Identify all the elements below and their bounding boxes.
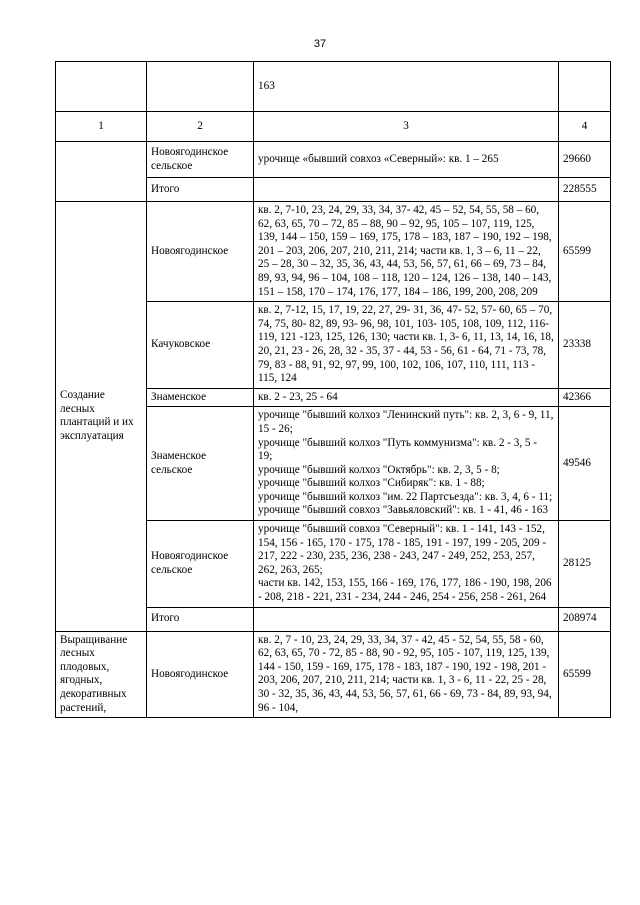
activity-name: Выращивание лесных плодовых, ягодных, декоративных растений, [56,631,147,718]
table-row [56,202,611,302]
forestry-name: Новоягодинское [147,202,254,302]
forestry-name: Новоягодинское [147,631,254,718]
area-value: 42366 [559,388,611,407]
area-value: 65599 [559,202,611,302]
area-value: 29660 [559,142,611,178]
cell-empty [56,62,147,112]
quarters-text: кв. 2, 7 - 10, 23, 24, 29, 33, 34, 37 - 42, 45 - 52, 54, 55, 58 - 60, 62, 63, 65, 70 - 72, 85 - 88, 90 - 92, 95, 105 - 107, 119, 125, 139, 144 - 150, 159 - 169, 175, 178 - 183, 187 - 190, 192 - 198, 201 - 203, 206, 207, 210, 211, 214; части кв. 1, 3 - 6, 11 - 22, 25 - 28, 30 - 32, 35, 36, 43, 44, 53, 56, 57, 61, 66 - 69, 73 - 84, 89, 93, 94, 96 - 104, [254,631,559,718]
continuation-row [56,62,611,112]
forestry-name: Знаменское сельское [147,407,254,521]
total-label: Итого [147,178,254,202]
column-number: 1 [56,112,147,142]
quarters-line: урочище "бывший колхоз "Сибиряк": кв. 1 - 88; [258,477,485,490]
area-value: 23338 [559,302,611,389]
table-row [56,631,611,718]
quarters-text: кв. 2 - 23, 25 - 64 [254,388,559,407]
forestry-table [55,61,611,718]
cell-empty [254,607,559,631]
column-number-row [56,112,611,142]
cell-empty [254,178,559,202]
quarters-line: урочище "бывший колхоз "Октябрь": кв. 2, 3, 5 - 8; [258,463,500,476]
quarters-line: урочище "бывший колхоз "Путь коммунизма": кв. 2 - 3, 5 - 19; [258,436,538,463]
quarters-text [254,407,559,521]
table-row [56,142,611,178]
quarters-line: урочище "бывший колхоз "Ленинский путь": кв. 2, 3, 6 - 9, 11, 15 - 26; [258,409,554,435]
quarters-text: кв. 2, 7-12, 15, 17, 19, 22, 27, 29- 31, 36, 47- 52, 57- 60, 65 – 70, 74, 75, 80- 82, 89, 93- 96, 98, 101, 103- 105, 108, 109, 112, 116- 119, 121 -123, 125, 126, 130; части кв. 1, 3- 6, 11, 13, 14, 16, 18, 20, 21, 23 - 26, 28, 32 - 35, 37 - 44, 53 - 56, 61 - 64, 71 - 73, 78, 79, 83 - 88, 91, 92, 97, 99, 100, 102, 106, 107, 110, 111, 113 - 115, 124 [254,302,559,389]
total-area: 208974 [559,607,611,631]
column-number: 3 [254,112,559,142]
area-value: 28125 [559,521,611,608]
cell-empty [147,62,254,112]
forestry-name: Знаменское [147,388,254,407]
quarters-text [254,521,559,608]
page-number: 37 [313,38,327,50]
total-label: Итого [147,607,254,631]
activity-cell-empty [56,142,147,202]
area-value: 49546 [559,407,611,521]
cell-empty [559,62,611,112]
quarters-line: урочище "бывший совхоз "Северный": кв. 1 - 141, 143 - 152, 154, 156 - 165, 170 - 175, 178 - 185, 191 - 197, 199 - 205, 209 - 217, 222 - 230, 235, 236, 238 - 243, 247 - 249, 252, 253, 257, 262, 263, 265; [258,523,547,576]
quarters-line: части кв. 142, 153, 155, 166 - 169, 176, 177, 186 - 190, 198, 206 - 208, 218 - 221, 231 - 234, 244 - 246, 254 - 256, 258 - 261, 264 [258,577,552,604]
continuation-quarters: 163 [254,62,559,112]
column-number: 2 [147,112,254,142]
quarters-text: кв. 2, 7-10, 23, 24, 29, 33, 34, 37- 42, 45 – 52, 54, 55, 58 – 60, 62, 63, 65, 70 – 72, 85 – 88, 90 – 92, 95, 105 – 107, 119, 125, 139, 144 – 150, 159 – 169, 175, 178 – 183, 187 – 190, 192 – 198, 201 – 203, 206, 207, 210, 211, 214; части кв. 1, 3 – 6, 11 – 22, 25 – 28, 30 – 32, 35, 36, 43, 44, 53, 56, 57, 61, 66 – 69, 73 – 84, 89, 93, 94, 96 – 104, 108 – 118, 120 – 124, 126 – 138, 140 – 143, 151 – 158, 170 – 174, 176, 177, 184 – 186, 199, 200, 208, 209 [254,202,559,302]
forestry-name: Новоягодинское сельское [147,142,254,178]
forestry-name: Новоягодинское сельское [147,521,254,608]
activity-name: Создание лесных плантаций и их эксплуатация [56,202,147,632]
area-value: 65599 [559,631,611,718]
column-number: 4 [559,112,611,142]
quarters-text: урочище «бывший совхоз «Северный»: кв. 1 – 265 [254,142,559,178]
forestry-name: Качуковское [147,302,254,389]
total-area: 228555 [559,178,611,202]
quarters-line: урочище "бывший колхоз "им. 22 Партсъезда": кв. 3, 4, 6 - 11; урочище "бывший совхоз "Завьяловский": кв. 1 - 41, 46 - 163 [258,490,553,517]
